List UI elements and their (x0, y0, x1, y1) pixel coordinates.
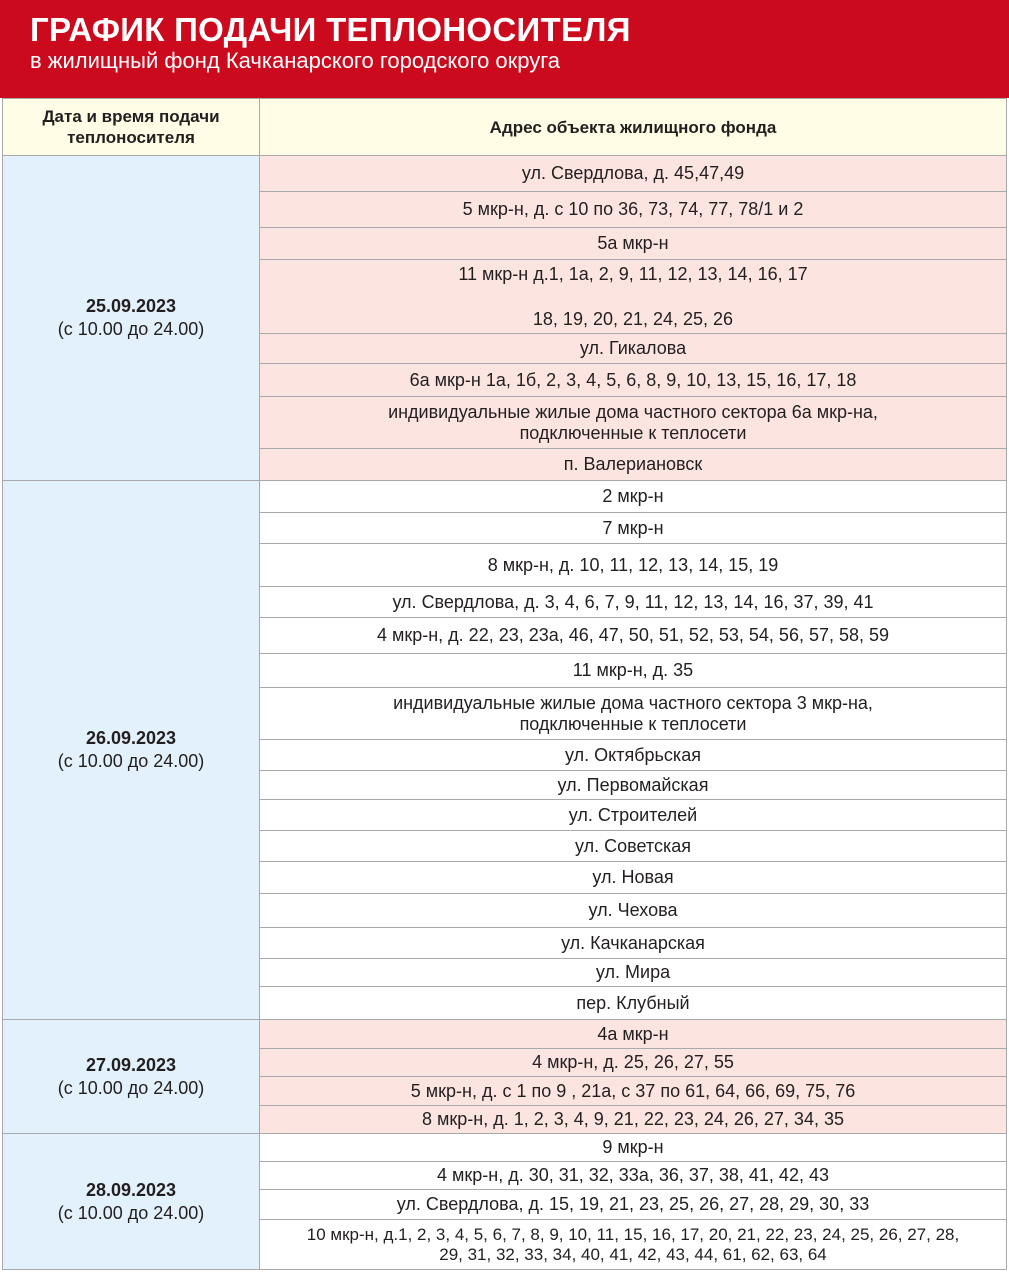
address-cell: 11 мкр-н, д. 35 (260, 654, 1007, 688)
address-cell: ул. Октябрьская (260, 740, 1007, 771)
date-cell-28-09 (3, 1134, 260, 1270)
table-header-row (3, 99, 1007, 156)
date-value: 26.09.2023 (85, 728, 177, 748)
address-cell: 7 мкр-н (260, 513, 1007, 544)
address-cell: ул. Свердлова, д. 3, 4, 6, 7, 9, 11, 12, 13, 14, 16, 37, 39, 41 (260, 587, 1007, 618)
address-cell: ул. Строителей (260, 800, 1007, 831)
address-cell: ул. Свердлова, д. 15, 19, 21, 23, 25, 26, 27, 28, 29, 30, 33 (260, 1190, 1007, 1220)
address-cell: 4а мкр-н (260, 1020, 1007, 1049)
time-range: (с 10.00 до 24.00) (57, 319, 205, 339)
table-row (3, 1020, 1007, 1049)
address-cell: 4 мкр-н, д. 25, 26, 27, 55 (260, 1049, 1007, 1077)
table-row (3, 481, 1007, 513)
date-value: 28.09.2023 (85, 1179, 177, 1200)
address-cell: ул. Первомайская (260, 771, 1007, 800)
address-cell: ул. Гикалова (260, 334, 1007, 364)
address-cell: 5а мкр-н (260, 228, 1007, 260)
address-cell: 5 мкр-н, д. с 10 по 36, 73, 74, 77, 78/1 и 2 (260, 192, 1007, 228)
address-cell: индивидуальные жилые дома частного сектора 3 мкр-на, подключенные к теплосети (260, 688, 1007, 740)
address-cell: 2 мкр-н (260, 481, 1007, 513)
table-row (3, 1134, 1007, 1162)
date-value: 25.09.2023 (85, 296, 177, 316)
schedule-table (2, 98, 1007, 1270)
address-cell: ул. Свердлова, д. 45,47,49 (260, 156, 1007, 192)
address-cell: ул. Чехова (260, 894, 1007, 928)
address-cell: 11 мкр-н д.1, 1а, 2, 9, 11, 12, 13, 14, 16, 17 18, 19, 20, 21, 24, 25, 26 (260, 260, 1007, 334)
address-cell: 8 мкр-н, д. 1, 2, 3, 4, 9, 21, 22, 23, 24, 26, 27, 34, 35 (260, 1106, 1007, 1134)
column-header-address: Адрес объекта жилищного фонда (260, 99, 1007, 156)
address-cell: 10 мкр-н, д.1, 2, 3, 4, 5, 6, 7, 8, 9, 10, 11, 15, 16, 17, 20, 21, 22, 23, 24, 25, 26, 27, 28, 29, 31, 32, 33, 34, 40, 41, 42, 43, 44, 61, 62, 63, 64 (260, 1220, 1007, 1270)
header-banner (0, 0, 1009, 98)
page-subtitle: в жилищный фонд Качканарского городского округа (30, 48, 561, 73)
address-cell: ул. Качканарская (260, 928, 1007, 959)
address-cell: ул. Новая (260, 862, 1007, 894)
date-value: 27.09.2023 (85, 1054, 177, 1075)
address-cell: 6а мкр-н 1а, 1б, 2, 3, 4, 5, 6, 8, 9, 10, 13, 15, 16, 17, 18 (260, 364, 1007, 397)
address-cell: 4 мкр-н, д. 30, 31, 32, 33а, 36, 37, 38, 41, 42, 43 (260, 1162, 1007, 1190)
address-cell: ул. Советская (260, 831, 1007, 862)
time-range: (с 10.00 до 24.00) (57, 1202, 205, 1223)
address-cell: пер. Клубный (260, 987, 1007, 1020)
table-row (3, 156, 1007, 192)
time-range: (с 10.00 до 24.00) (57, 751, 205, 771)
address-cell: 8 мкр-н, д. 10, 11, 12, 13, 14, 15, 19 (260, 544, 1007, 587)
date-cell-27-09 (3, 1020, 260, 1134)
column-header-date: Дата и время подачи теплоносителя (3, 99, 260, 156)
time-range: (с 10.00 до 24.00) (57, 1077, 205, 1098)
date-cell-26-09 (3, 481, 260, 1020)
address-cell: 5 мкр-н, д. с 1 по 9 , 21а, с 37 по 61, 64, 66, 69, 75, 76 (260, 1077, 1007, 1106)
address-cell: 4 мкр-н, д. 22, 23, 23а, 46, 47, 50, 51, 52, 53, 54, 56, 57, 58, 59 (260, 618, 1007, 654)
address-cell: индивидуальные жилые дома частного сектора 6а мкр-на, подключенные к теплосети (260, 397, 1007, 449)
page-title: ГРАФИК ПОДАЧИ ТЕПЛОНОСИТЕЛЯ (30, 11, 631, 48)
date-cell-25-09 (3, 156, 260, 481)
address-cell: п. Валериановск (260, 449, 1007, 481)
address-cell: ул. Мира (260, 959, 1007, 987)
address-cell: 9 мкр-н (260, 1134, 1007, 1162)
